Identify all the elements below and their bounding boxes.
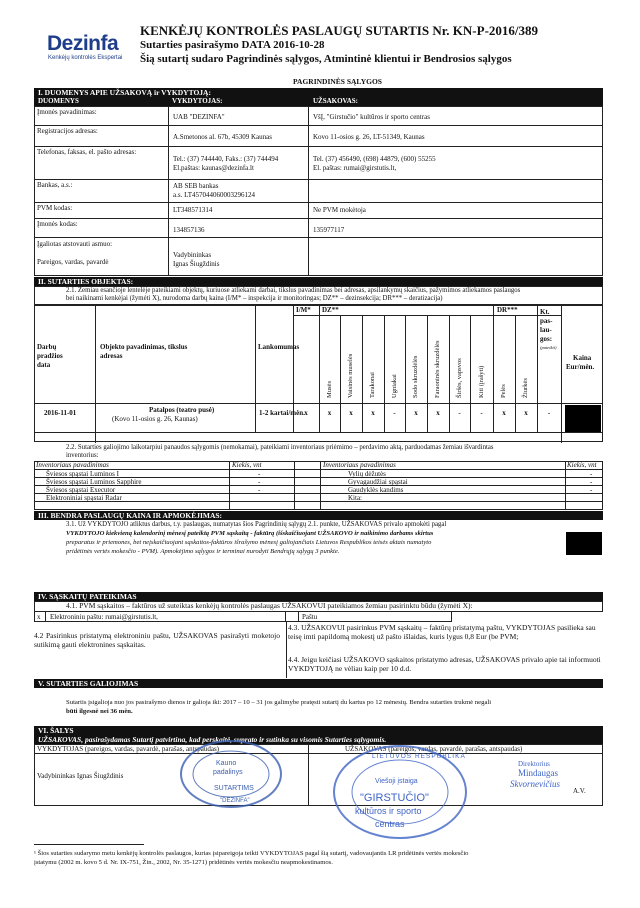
redacted-total bbox=[566, 532, 602, 555]
col-client: UŽSAKOVAS: bbox=[313, 97, 358, 105]
service-mark[interactable]: - bbox=[480, 409, 483, 417]
section-2-p22a: 2.2. Sutarties galiojimo laikotarpiui panaudos sąlygomis (nemokamai), pateikiami inventoriaus priėmimo – perdavimo aktą, parduodamas žemiau išvardintas bbox=[66, 444, 494, 451]
service-mark[interactable]: x bbox=[414, 409, 418, 417]
pest-header: Sodo skruzdėlės bbox=[412, 355, 419, 398]
section-4-p44: 4.4. Jeigu keičiasi UŽSAKOVO sąskaitos pristatymo adresas, UŽSAKOVAS privalo apie tai informuoti VYKDYTOJĄ ne vėliau kaip per 10 d.d. bbox=[288, 655, 601, 673]
executor-sign-name: Vadybininkas Ignas Šiugždinis bbox=[37, 772, 124, 780]
exec-bank: AB SEB bankas bbox=[173, 182, 219, 190]
executor-head: VYKDYTOJAS (pareigos, vardas, pavardė, parašas, antspaudas) bbox=[37, 745, 220, 753]
service-mark[interactable]: x bbox=[524, 409, 528, 417]
inventory-qty: - bbox=[590, 486, 593, 494]
row-label-vat: PVM kodas: bbox=[37, 204, 73, 212]
object-start-date: 2016-11-01 bbox=[44, 409, 77, 417]
head-kt: Kt. bbox=[540, 308, 550, 316]
section-2-p22b: inventorius: bbox=[66, 452, 99, 459]
footnote-line-1: ¹ Šios sutarties sudarymo metu kenkėjų kontrolės paslaugos, kurias įsipareigoja teikti VYKDYTOJAS pagal šią sutartį, vadovaujantis LR pridėtinės vertės mokesčio bbox=[34, 850, 469, 857]
head-kt-3: lau- bbox=[540, 326, 552, 334]
client-sign-title: Direktorius bbox=[518, 760, 550, 768]
col-object-2: adresas bbox=[100, 352, 123, 360]
inv-head-name-right: Inventoriaus pavadinimas bbox=[323, 461, 396, 469]
pest-header: Širšės, vapsvos bbox=[455, 358, 463, 398]
client-name: VšĮ, "Girstučio" kultūros ir sporto centras bbox=[313, 113, 430, 121]
head-kt-4: gos: bbox=[540, 335, 553, 343]
exec-phone: Tel.: (37) 744440, Faks.: (37) 744494 bbox=[173, 155, 279, 163]
row-label-position: Pareigos, vardas, pavardė bbox=[37, 258, 109, 266]
service-mark[interactable]: - bbox=[547, 409, 551, 417]
client-sign-first: Mindaugas bbox=[518, 768, 558, 778]
redacted-price bbox=[565, 405, 601, 432]
section-3-bar: III. BENDRA PASLAUGŲ KAINA IR APMOKĖJIMAS: bbox=[34, 511, 603, 520]
row-label-contacts: Telefonas, faksas, el. pašto adresas: bbox=[37, 148, 137, 156]
section-5-bar: V. SUTARTIES GALIOJIMAS bbox=[34, 679, 603, 688]
executor-stamp-line-1: Kauno bbox=[216, 760, 237, 767]
service-mark[interactable]: - bbox=[393, 409, 396, 417]
col-start-date: Darbų bbox=[37, 343, 57, 351]
section-4-bar: IV. SĄSKAITŲ PATEIKIMAS bbox=[34, 592, 603, 601]
client-head: UŽSAKOVAS (pareigos, vardas, pavardė, parašas, antspaudas) bbox=[345, 745, 523, 753]
inv-head-name-left: Inventoriaus pavadinimas bbox=[36, 461, 109, 469]
section-5-line-2: būti ilgesnė nei 36 mėn. bbox=[66, 708, 133, 715]
exec-person: Ignas Šiugždinis bbox=[173, 260, 220, 268]
client-stamp-line-2: "GIRSTUČIO" bbox=[360, 792, 429, 804]
section-2-intro-2: bei naikinami kenkėjai (žymėti X), nurodoma darbų kaina (I/M* – inspekcija ir monitoringas; DZ** – dezinsekcija; DR*** – deratizacija) bbox=[66, 295, 443, 302]
head-kt-2: pas- bbox=[540, 317, 553, 325]
exec-position: Vadybininkas bbox=[173, 251, 212, 259]
section-4-p41: 4.1. PVM sąskaitos – faktūros už suteiktas kenkėjų kontrolės paslaugas UŽSAKOVUI pateikiamos žemiau pasirinktu būdu (žymėti X): bbox=[66, 601, 473, 610]
client-address: Kovo 11-osios g. 26, LT-51349, Kaunas bbox=[313, 133, 425, 141]
inventory-qty: - bbox=[258, 470, 261, 478]
client-sign-last: Skvornevičius bbox=[510, 779, 560, 789]
inventory-name: Gyvagaudžiai spąstai bbox=[348, 478, 408, 486]
executor-stamp-ring: SUTARTIMS bbox=[214, 785, 254, 792]
object-address: (Kovo 11-osios g. 26, Kaunas) bbox=[112, 415, 198, 423]
blank-row bbox=[34, 432, 603, 442]
option-post: Paštu bbox=[302, 613, 318, 621]
contract-title: KENKĖJŲ KONTROLĖS PASLAUGŲ SUTARTIS Nr. KN-P-2016/389 bbox=[140, 23, 539, 38]
client-email: El. paštas: rumai@girstutis.lt, bbox=[313, 164, 397, 172]
service-mark[interactable]: x bbox=[436, 409, 440, 417]
inventory-name: Kita: bbox=[348, 494, 362, 502]
row-label-code: Įmonės kodas: bbox=[37, 220, 78, 228]
col-price-2: Eur/mėn. bbox=[566, 363, 595, 371]
client-code: 135977117 bbox=[313, 226, 345, 234]
inventory-name: Šviesos spąstai Executor bbox=[46, 486, 116, 494]
section-3-line-4: pridėtinės vertės mokesčio - PVM). Apmokėjimo sąlygos ir terminai nurodyti Bendrųjų sąlygų 3 punkte. bbox=[66, 548, 340, 555]
service-mark[interactable]: x bbox=[502, 409, 506, 417]
row-label-bank: Bankas, a.s.: bbox=[37, 181, 73, 189]
service-mark[interactable]: x bbox=[304, 409, 308, 417]
logo-tagline: Kenkėjų kontrolės Ekspertai bbox=[48, 55, 123, 61]
head-im: I/M* bbox=[296, 306, 311, 314]
option-email-mark[interactable]: x bbox=[37, 613, 41, 621]
section-1-table bbox=[34, 106, 603, 276]
service-mark[interactable]: x bbox=[371, 409, 375, 417]
section-5-line-1: Sutartis įsigalioja nuo jos pasirašymo dienos ir galioja iki: 2017 – 10 – 31 jos galimybe pratęsti sutartį du kartus po 12 mėnesių. Bendra sutarties trukmė negali bbox=[66, 699, 492, 706]
section-3-line-1: 3.1. Už VYKDYTOJO atliktus darbus, t.y. paslaugas, numatytas šios Pagrindinių sąlygų 2.1. punkte, UŽSAKOVAS privalo apmokėti pagal bbox=[66, 521, 447, 528]
pest-header: Pelės bbox=[500, 384, 507, 398]
client-initials: A.V. bbox=[573, 787, 586, 795]
section-title: PAGRINDINĖS SĄLYGOS bbox=[293, 77, 382, 86]
signing-date: Sutarties pasirašymo DATA 2016-10-28 bbox=[140, 39, 325, 51]
option-email: Elektroniniu paštu: rumai@girstutis.lt, bbox=[50, 613, 158, 621]
inventory-name: Gaudyklės kandims bbox=[348, 486, 404, 494]
executor-stamp-line-2: padalinys bbox=[213, 769, 243, 776]
head-kt-5: (pateikti) bbox=[540, 345, 557, 350]
section-4-p42: 4.2 Pasirinkus pristatymą elektroniniu paštu, UŽSAKOVAS pasirašyti moketojo sutikimą gauti elektronines sąskaitas. bbox=[34, 631, 280, 649]
pest-header: Ugniakai bbox=[390, 374, 398, 398]
row-label-name: Įmonės pavadinimas: bbox=[37, 108, 97, 116]
pest-header: Tarakonai bbox=[369, 372, 376, 398]
inv-head-qty-left: Kiekis, vnt bbox=[232, 461, 262, 469]
inventory-qty: - bbox=[590, 470, 593, 478]
section-2-intro-1: 2.1. Žemiau esančioje lentelėje pateikiami objektų, kuriuose atliekami darbai, tikslus pavadinimas bei adresas, apsilankymų skaičius, pažymimos atliekamos paslaugos bbox=[66, 287, 521, 294]
logo: Dezinfa bbox=[47, 32, 119, 55]
client-stamp-line-4: centras bbox=[375, 819, 405, 829]
inv-head-qty-right: Kiekis, vnt bbox=[567, 461, 597, 469]
footnote-line-2: įstatymu (2002 m. kovo 5 d. Nr. IX-751, Žin., 2002, Nr. 35-1271) pridėtinės vertės mokesčiu neapmokestinamos. bbox=[34, 859, 333, 866]
section-2-bar: II. SUTARTIES OBJEKTAS: bbox=[34, 277, 603, 286]
pest-header: Musės bbox=[325, 381, 333, 398]
section-1-bar: I. DUOMENYS APIE UŽSAKOVĄ ir VYKDYTOJĄ: bbox=[34, 88, 603, 97]
section-6-sub: UŽSAKOVAS, pasirašydamas Sutartį patvirtina, kad perskaitė, suprato ir sutinka su visomis Sutarties sąlygomis. bbox=[34, 735, 603, 744]
head-dr: DR*** bbox=[497, 306, 518, 314]
section-3-line-3: preparatus ir priemones, bet neįskaičiuojant sąskaitos-faktūros išrašymo mėnesį galiojančiais Lietuvos Respublikos teisės aktais numatyto bbox=[66, 539, 432, 546]
service-mark[interactable]: x bbox=[327, 409, 332, 417]
inventory-name: Vylių dėžutės bbox=[348, 470, 386, 478]
inventory-qty: - bbox=[258, 478, 261, 486]
col-frequency: Lankomumas bbox=[258, 343, 300, 351]
object-frequency: 1-2 kartai/mėn. bbox=[259, 409, 305, 417]
inventory-name: Elektroniniai spąstai Radar bbox=[46, 494, 122, 502]
executor-stamp-ring-2: "DEZINFA" bbox=[220, 798, 250, 804]
exec-address: A.Smetonos al. 67b, 45309 Kaunas bbox=[173, 133, 272, 141]
col-object: Objekto pavadinimas, tikslus bbox=[100, 343, 188, 351]
client-vat: Ne PVM mokėtoja bbox=[313, 206, 366, 214]
col-executor: VYKDYTOJAS: bbox=[172, 97, 223, 105]
client-stamp-ring: LIETUVOS RESPUBLIKA bbox=[372, 753, 466, 760]
service-mark[interactable]: - bbox=[458, 409, 461, 417]
row-label-address: Registracijos adresas: bbox=[37, 127, 98, 135]
exec-code: 134857136 bbox=[173, 226, 205, 234]
pest-header: Faraoninės skruzdėlės bbox=[434, 340, 441, 398]
exec-email: El.paštas: kaunas@dezinfa.lt bbox=[173, 164, 254, 172]
section-6-bar: VI. ŠALYS bbox=[34, 726, 603, 735]
col-start-date-2: pradžios bbox=[37, 352, 63, 360]
pest-header: Vaisinės muselės bbox=[347, 353, 354, 398]
client-stamp-line-1: Viešoji įstaiga bbox=[375, 778, 418, 785]
exec-vat: LT348571314 bbox=[173, 206, 213, 214]
section-4-p43: 4.3. UŽSAKOVUI pasirinkus PVM sąskaitų – faktūrų pristatymą paštu, VYKDYTOJAS pasilieka sau teisę imti papildomą mokestį už pašto išlaidas, kuris lygus 0,8 Eur (be PVM; bbox=[288, 623, 596, 641]
contract-parts: Šią sutartį sudaro Pagrindinės sąlygos, Atmintinė klientui ir Bendrosios sąlygos bbox=[140, 53, 512, 65]
object-name: Patalpos (teatro pusė) bbox=[149, 406, 215, 414]
inventory-name: Šviesos spąstai Luminos I bbox=[46, 470, 119, 478]
inventory-name: Šviesos spąstai Luminos Sapphire bbox=[46, 478, 142, 486]
section-3-line-2: VYKDYTOJO kiekvieną kalendorinį mėnesį pateiktą PVM sąskaitą - faktūrą (išskaičiuojant UŽSAKOVO ir naikinimo darbams skirtus bbox=[66, 530, 434, 537]
exec-account: a.s. LT457044060003296124 bbox=[173, 191, 255, 199]
pest-header: Kiti (įrašyti) bbox=[477, 365, 485, 398]
inventory-qty: - bbox=[258, 486, 261, 494]
inventory-qty: - bbox=[590, 478, 593, 486]
exec-name: UAB "DEZINFA" bbox=[173, 113, 225, 121]
pest-header: Žiurkės bbox=[522, 378, 529, 398]
col-price: Kaina bbox=[573, 354, 592, 362]
client-stamp-line-3: kultūros ir sporto bbox=[355, 806, 422, 816]
service-mark[interactable]: x bbox=[349, 409, 353, 417]
row-label-representative: Įgaliotas atstovauti asmuo: bbox=[37, 240, 113, 248]
col-data: DUOMENYS bbox=[38, 97, 79, 105]
head-dz: DZ** bbox=[322, 306, 339, 314]
client-phone: Tel. (37) 456490, (698) 44879, (600) 55255 bbox=[313, 155, 436, 163]
col-start-date-3: data bbox=[37, 361, 51, 369]
